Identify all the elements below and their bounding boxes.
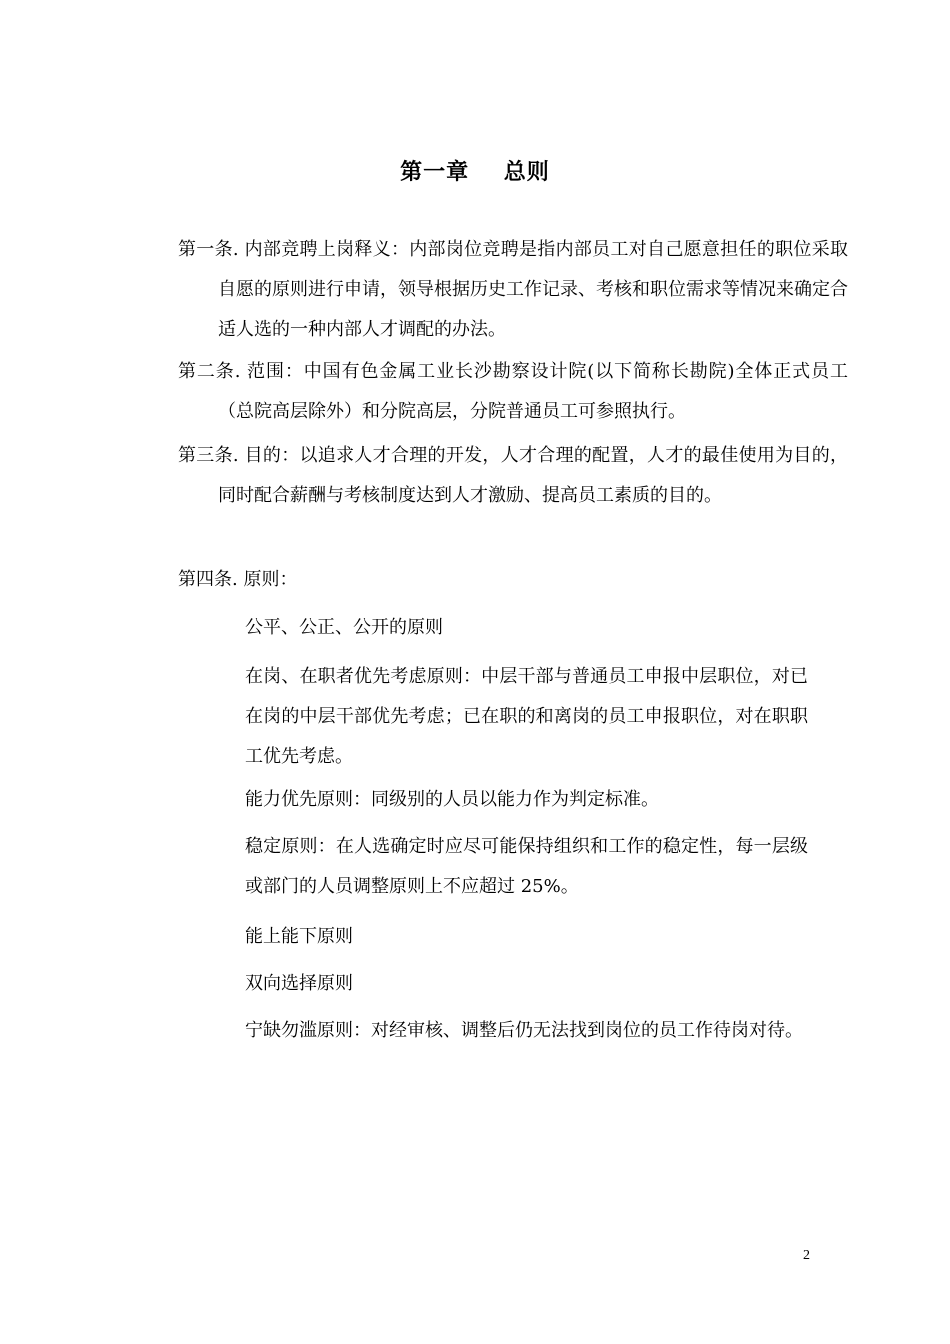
principle-up-and-down: 能上能下原则 <box>245 926 353 947</box>
principle-fairness: 公平、公正、公开的原则 <box>245 617 443 638</box>
article-2: 第二条. 范围：中国有色金属工业长沙勘察设计院(以下简称长勘院)全体正式员工（总院高层除外）和分院高层，分院普通员工可参照执行。 <box>178 361 848 422</box>
principle-two-way-selection: 双向选择原则 <box>245 973 353 994</box>
principle-stability: 稳定原则：在人选确定时应尽可能保持组织和工作的稳定性，每一层级或部门的人员调整原则上不应超过 25%。 <box>245 836 808 897</box>
article-1: 第一条. 内部竞聘上岗释义：内部岗位竞聘是指内部员工对自己愿意担任的职位采取自愿的原则进行申请，领导根据历史工作记录、考核和职位需求等情况来确定合适人选的一种内部人才调配的办法。 <box>178 239 848 340</box>
article-3: 第三条. 目的：以追求人才合理的开发，人才合理的配置，人才的最佳使用为目的，同时配合薪酬与考核制度达到人才激励、提高员工素质的目的。 <box>178 445 848 506</box>
chapter-title: 第一章 总则 <box>400 159 550 185</box>
principle-ability-priority: 能力优先原则：同级别的人员以能力作为判定标准。 <box>245 789 659 810</box>
article-4: 第四条. 原则： <box>178 569 298 590</box>
principle-quality-over-quantity: 宁缺勿滥原则：对经审核、调整后仍无法找到岗位的员工作待岗对待。 <box>245 1020 803 1041</box>
principle-incumbent-priority: 在岗、在职者优先考虑原则：中层干部与普通员工申报中层职位，对已在岗的中层干部优先考虑；已在职的和离岗的员工申报职位，对在职职工优先考虑。 <box>245 666 808 767</box>
page-number: 2 <box>803 1248 810 1263</box>
